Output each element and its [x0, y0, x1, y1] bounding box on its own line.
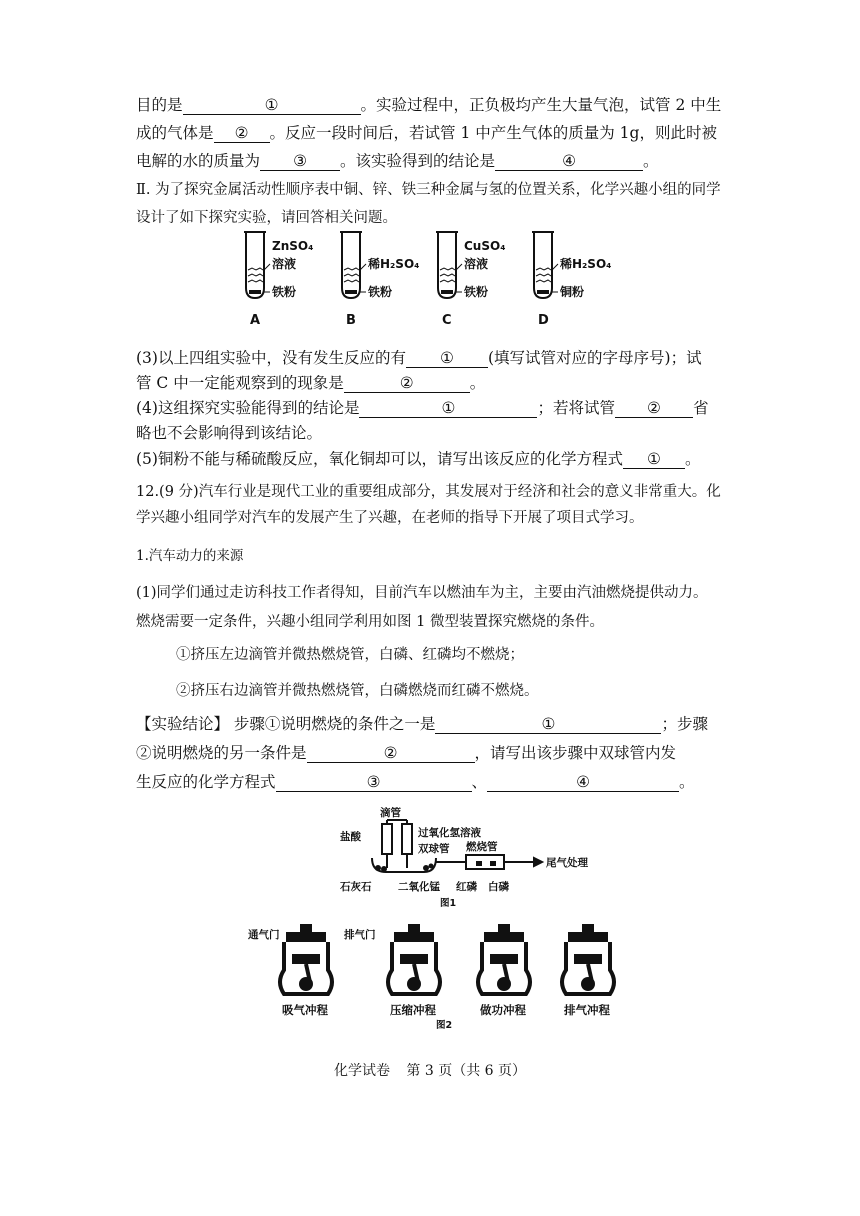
- text-line: 生反应的化学方程式 ③ 、 ④ 。: [136, 773, 695, 791]
- figure-2-engine-strokes: [244, 920, 624, 1032]
- test-tube-outline: [246, 232, 264, 298]
- footer-subject: 化学试卷: [333, 1063, 390, 1079]
- text-line: 燃烧需要一定条件，兴趣小组同学利用如图 1 微型装置探究燃烧的条件。: [136, 614, 604, 630]
- stroke-label: 排气冲程: [564, 1003, 610, 1017]
- answer-blank[interactable]: ①: [406, 349, 488, 368]
- stroke-label: 吸气冲程: [282, 1003, 328, 1017]
- label-h2o2: 过氧化氢溶液: [418, 827, 481, 839]
- answer-blank[interactable]: ①: [359, 399, 537, 418]
- right-dropper: [402, 824, 412, 854]
- test-tube-D: [532, 232, 611, 328]
- label-exhaust: 尾气处理: [546, 857, 588, 869]
- engine-2: [388, 924, 440, 1017]
- test-tube-A: [244, 232, 313, 328]
- text-line: (1)同学们通过走访科技工作者得知，目前汽车以燃油车为主，主要由汽油燃烧提供动力。: [136, 585, 708, 601]
- footer-page-number: 第 3 页（共 6 页）: [406, 1063, 527, 1079]
- liquid-wave: [344, 274, 359, 276]
- engine-1: [280, 924, 332, 1017]
- liquid-wave: [440, 280, 455, 282]
- tube-solution-label: ZnSO₄: [272, 239, 314, 253]
- text-line: 管 C 中一定能观察到的现象是 ② 。: [136, 374, 486, 392]
- figure-1-apparatus: [336, 806, 626, 912]
- figure-2-caption: 图2: [436, 1020, 453, 1031]
- answer-blank[interactable]: ④: [495, 152, 643, 171]
- liquid-wave: [344, 268, 359, 270]
- label-limestone: 石灰石: [340, 881, 372, 893]
- tube-solution-label: 溶液: [464, 257, 489, 271]
- liquid-wave: [344, 280, 359, 282]
- answer-blank[interactable]: ③: [260, 152, 340, 171]
- test-tube-B: [340, 232, 419, 328]
- label-double-bulb: 双球管: [418, 843, 450, 855]
- burn-tube: [466, 855, 504, 869]
- liquid-wave: [248, 274, 263, 276]
- tubes-group: [244, 232, 611, 328]
- label-dropper: 滴管: [380, 807, 401, 819]
- tube-solid-label: 铁粉: [368, 285, 393, 299]
- answer-blank[interactable]: ①: [435, 715, 661, 734]
- tube-letter: A: [250, 313, 261, 328]
- text-line: 成的气体是 ② 。反应一段时间后，若试管 1 中产生气体的质量为 1g，则此时被: [136, 124, 717, 142]
- liquid-wave: [248, 268, 263, 270]
- answer-blank[interactable]: ②: [615, 399, 693, 418]
- section-intro: Ⅱ. 为了探究金属活动性顺序表中铜、锌、铁三种金属与氢的位置关系，化学兴趣小组的同学: [136, 182, 721, 198]
- text-line: 略也不会影响得到该结论。: [136, 424, 323, 442]
- text-line: (4)这组探究实验能得到的结论是 ① ；若将试管 ② 省: [136, 399, 709, 417]
- label-intake-valve: 通气门: [248, 929, 280, 941]
- figure-1-caption: 图1: [440, 898, 457, 909]
- liquid-wave: [536, 280, 551, 282]
- text-line: (5)铜粉不能与稀硫酸反应，氧化铜却可以，请写出该反应的化学方程式 ① 。: [136, 450, 701, 468]
- left-dropper: [382, 824, 392, 854]
- liquid-wave: [440, 268, 455, 270]
- label-red-phosphorus: 红磷: [456, 881, 477, 893]
- tube-solid-label: 铁粉: [272, 285, 297, 299]
- powder: [537, 290, 549, 294]
- liquid-wave: [440, 274, 455, 276]
- text-line: 目的是 ① 。实验过程中，正负极均产生大量气泡，试管 2 中生: [136, 96, 722, 114]
- answer-blank[interactable]: ②: [307, 744, 475, 763]
- question-12-line: 12.(9 分)汽车行业是现代工业的重要组成部分，其发展对于经济和社会的意义非常重大。化: [136, 484, 721, 500]
- powder: [345, 290, 357, 294]
- tube-solid-label: 铜粉: [560, 285, 585, 299]
- tube-solid-label: 铁粉: [464, 285, 489, 299]
- page-footer: [0, 1060, 860, 1080]
- liquid-wave: [248, 280, 263, 282]
- answer-blank[interactable]: ④: [487, 773, 679, 792]
- test-tube-outline: [438, 232, 456, 298]
- answer-blank[interactable]: ①: [183, 96, 361, 115]
- tube-letter: D: [538, 313, 549, 328]
- tube-solution-label: 稀H₂SO₄: [560, 257, 612, 271]
- label-hcl: 盐酸: [340, 831, 361, 843]
- liquid-wave: [536, 268, 551, 270]
- text-line: (3)以上四组实验中，没有发生反应的有 ① (填写试管对应的字母序号)；试: [136, 349, 702, 367]
- engine-4: [562, 924, 614, 1017]
- test-tube-C: [436, 232, 505, 328]
- answer-blank[interactable]: ③: [276, 773, 472, 792]
- text-line: ②说明燃烧的另一条件是 ② ，请写出该步骤中双球管内发: [136, 744, 677, 762]
- question-12-line: 学兴趣小组同学对汽车的发展产生了兴趣，在老师的指导下开展了项目式学习。: [136, 510, 644, 526]
- tube-solution-label: CuSO₄: [464, 239, 506, 253]
- tube-letter: B: [346, 313, 356, 328]
- text-line: 电解的水的质量为 ③ 。该实验得到的结论是 ④ 。: [136, 152, 659, 170]
- step-item: ②挤压右边滴管并微热燃烧管，白磷燃烧而红磷不燃烧。: [176, 683, 539, 699]
- stroke-label: 压缩冲程: [390, 1003, 436, 1017]
- engine-3: [478, 924, 530, 1017]
- powder: [441, 290, 453, 294]
- label-white-phosphorus: 白磷: [488, 881, 509, 893]
- test-tube-outline: [342, 232, 360, 298]
- tube-solution-label: 稀H₂SO₄: [368, 257, 420, 271]
- step-item: ①挤压左边滴管并微热燃烧管，白磷、红磷均不燃烧；: [176, 647, 524, 663]
- tube-letter: C: [442, 313, 452, 328]
- test-tube-outline: [534, 232, 552, 298]
- section-intro: 设计了如下探究实验，请回答相关问题。: [136, 210, 397, 226]
- liquid-wave: [536, 274, 551, 276]
- engines-group: [280, 924, 614, 1017]
- answer-blank[interactable]: ②: [214, 124, 270, 143]
- label-mno2: 二氧化锰: [398, 881, 440, 893]
- tube-solution-label: 溶液: [272, 257, 297, 271]
- stroke-label: 做功冲程: [480, 1003, 526, 1017]
- test-tubes-figure: [236, 226, 636, 332]
- answer-blank[interactable]: ②: [344, 374, 470, 393]
- powder: [249, 290, 261, 294]
- section-heading: 1.汽车动力的来源: [136, 548, 244, 564]
- answer-blank[interactable]: ①: [623, 450, 685, 469]
- text-line: 【实验结论】 步骤①说明燃烧的条件之一是 ① ；步骤: [136, 715, 708, 733]
- label-exhaust-valve: 排气门: [344, 929, 376, 941]
- label-burn-tube: 燃烧管: [466, 841, 498, 853]
